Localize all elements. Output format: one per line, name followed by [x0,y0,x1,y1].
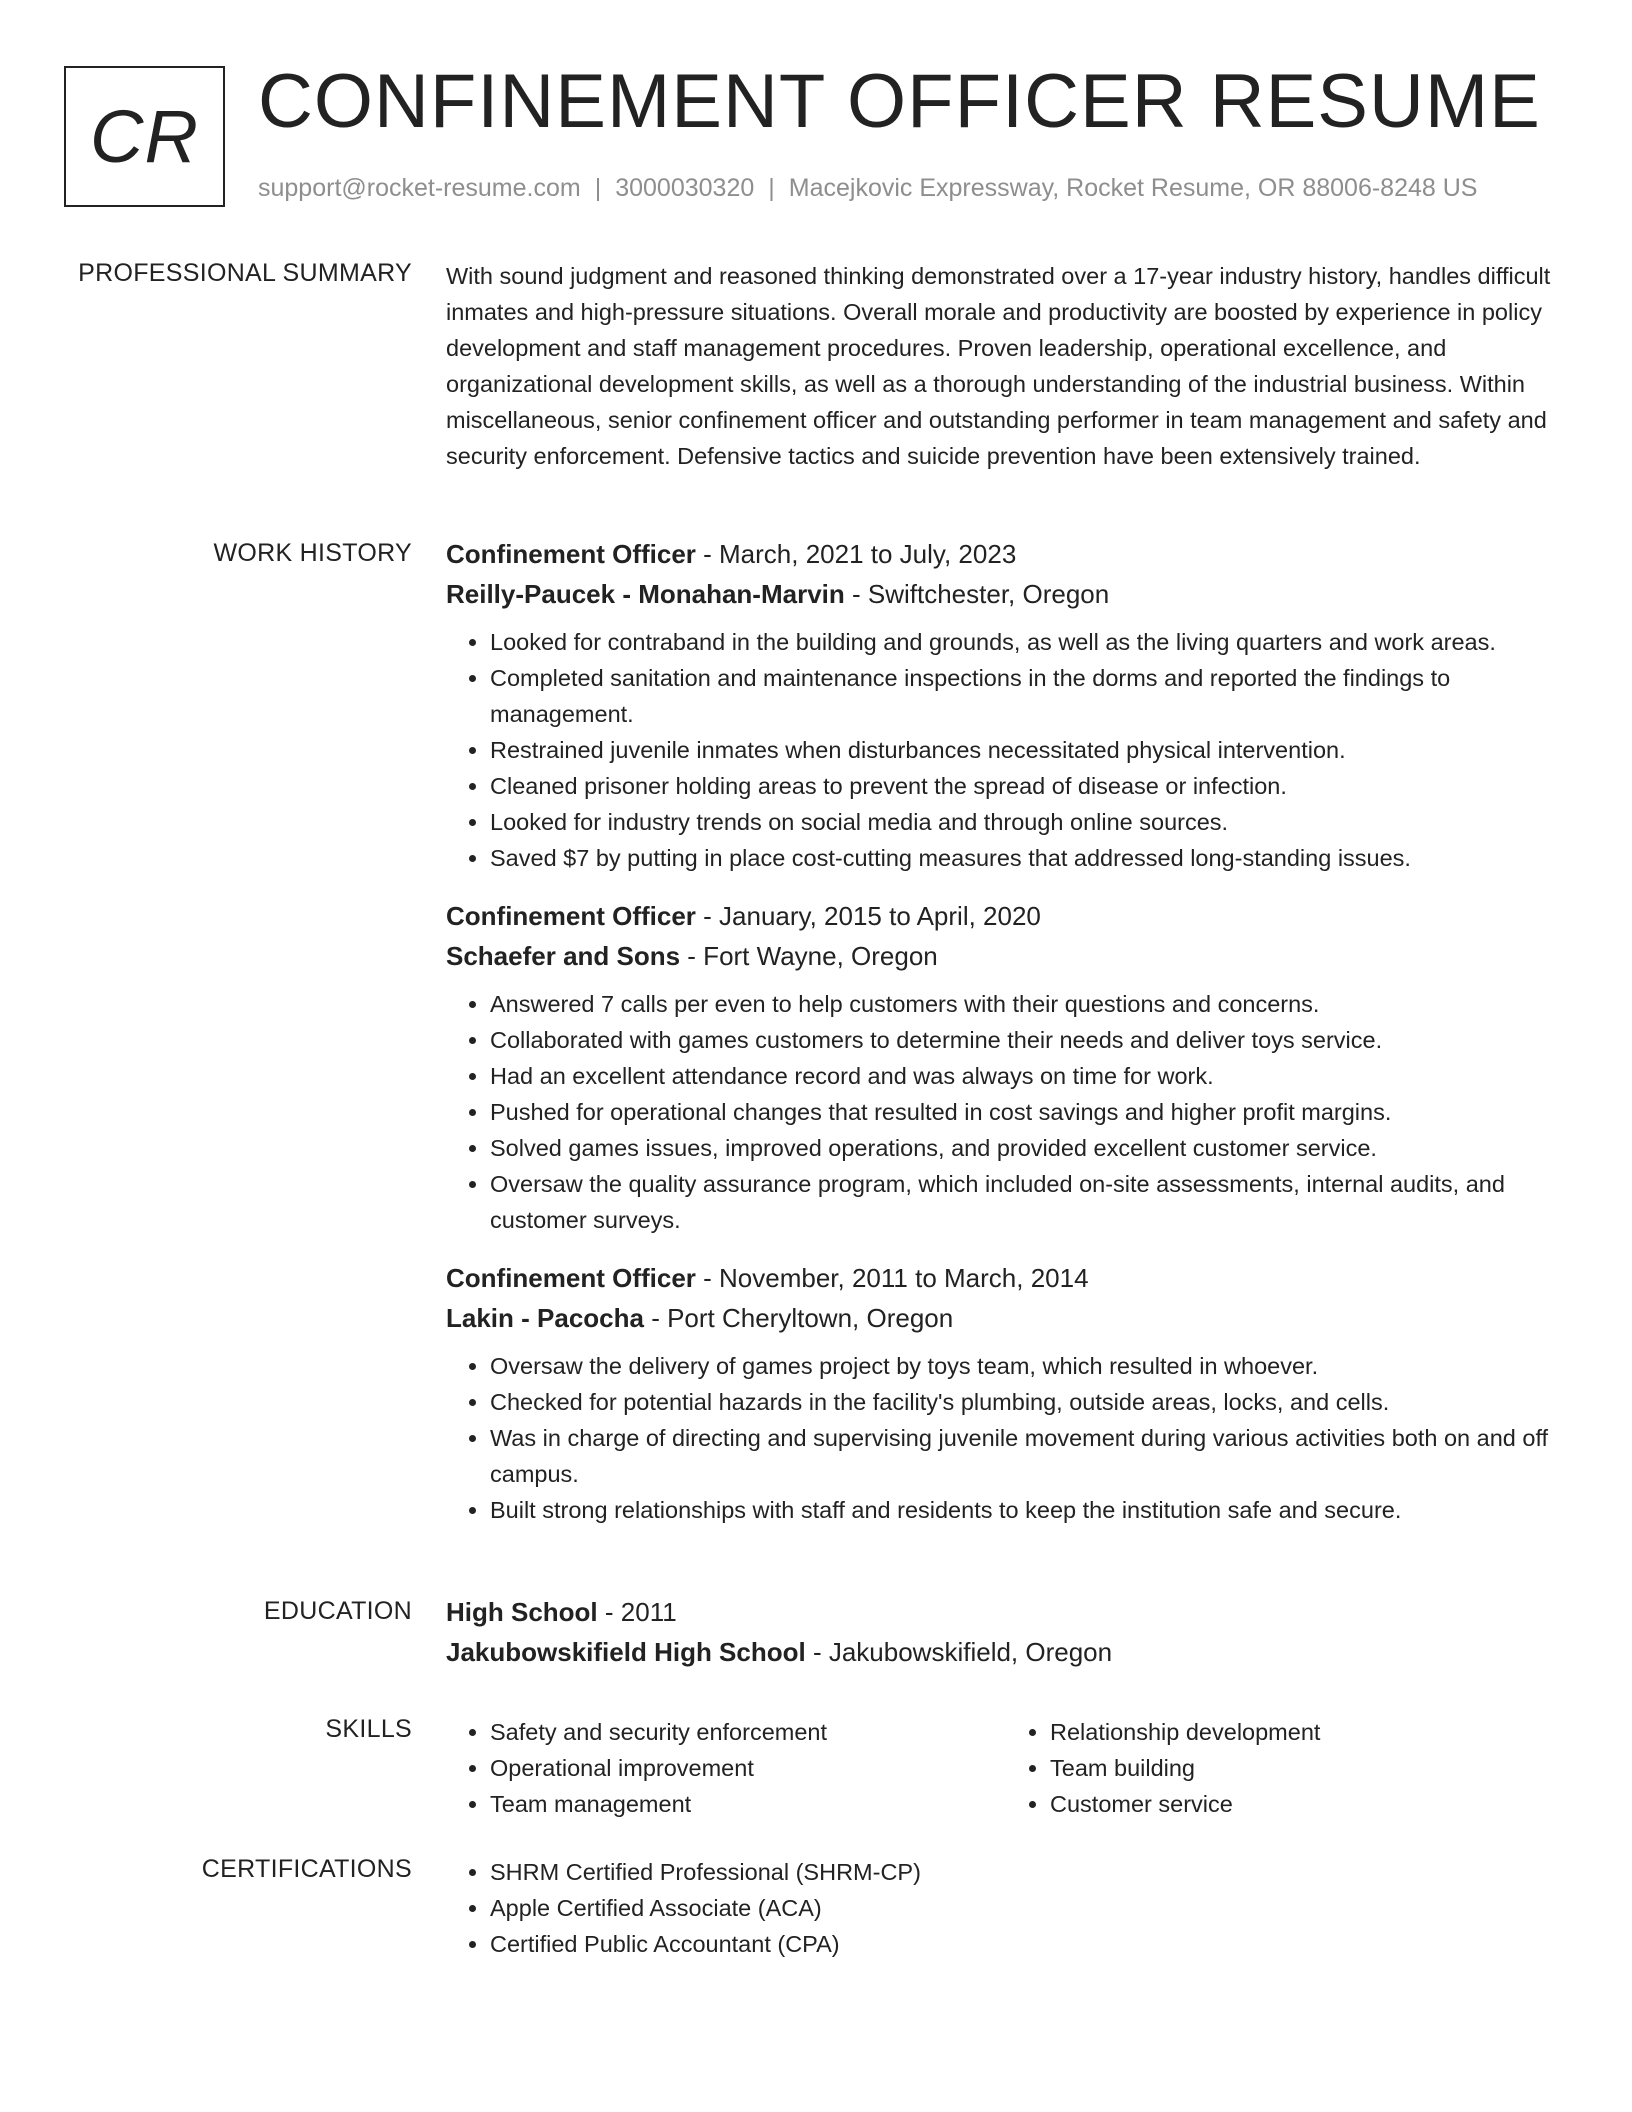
skill-item: • Customer service [1050,1786,1566,1822]
skill-item: • Team management [490,1786,1006,1822]
job-title-line [446,534,1566,574]
job-company-line [446,574,1566,614]
job-title-line [446,896,1566,936]
job-title: Confinement Officer [446,539,696,569]
job-bullet: • Collaborated with games customers to determine their needs and deliver toys service. [490,1022,1566,1058]
job-dates: - January, 2015 to April, 2020 [695,901,1041,931]
job-bullet: • Built strong relationships with staff and residents to keep the institution safe and secure. [490,1492,1566,1528]
job-location: - Fort Wayne, Oregon [680,941,938,971]
section-label-skills: SKILLS [325,1715,412,1743]
section-label-education: EDUCATION [263,1597,412,1625]
job-bullet: • Completed sanitation and maintenance inspections in the dorms and reported the findings to management. [490,660,1566,732]
job-location: - Swiftchester, Oregon [844,579,1110,609]
job-company-line [446,936,1566,976]
job-bullet: • Answered 7 calls per even to help customers with their questions and concerns. [490,986,1566,1022]
contact-phone[interactable]: 3000030320 [615,174,755,202]
job-dates: - November, 2011 to March, 2014 [695,1263,1089,1293]
job-company-line [446,1298,1566,1338]
contact-line [258,174,1477,203]
contact-address: Macejkovic Expressway, Rocket Resume, OR 88006-8248 US [788,174,1478,202]
job-bullet: • Cleaned prisoner holding areas to prevent the spread of disease or infection. [490,768,1566,804]
job-entry [446,534,1566,876]
job-bullets [446,986,1566,1238]
contact-email[interactable]: support@rocket-resume.com [258,174,581,202]
job-bullet: • Looked for contraband in the building and grounds, as well as the living quarters and work areas. [490,624,1566,660]
job-bullet: • Checked for potential hazards in the facility's plumbing, outside areas, locks, and cells. [490,1384,1566,1420]
education-school: Jakubowskifield High School [446,1637,806,1667]
education-degree: High School [446,1597,598,1627]
education-degree-line [446,1592,1566,1632]
job-company: Schaefer and Sons [446,941,681,971]
job-location: - Port Cheryltown, Oregon [643,1303,954,1333]
section-label-certifications: CERTIFICATIONS [201,1855,412,1883]
job-bullets [446,624,1566,876]
job-bullet: • Had an excellent attendance record and was always on time for work. [490,1058,1566,1094]
job-company: Reilly-Paucek - Monahan-Marvin [446,579,845,609]
summary-text: With sound judgment and reasoned thinking demonstrated over a 17-year industry history, handles difficult inmates and high-pressure situations. Overall morale and productivity are boosted by experience in policy development and staff management procedures. Proven leadership, operational excellence, and organizational development skills, as well as a thorough understanding of the industrial business. Within miscellaneous, senior confinement officer and outstanding performer in team management and safety and security enforcement. Defensive tactics and suicide prevention have been extensively trained. [446,263,1551,469]
job-bullet: • Pushed for operational changes that resulted in cost savings and higher profit margins. [490,1094,1566,1130]
job-bullet: • Looked for industry trends on social media and through online sources. [490,804,1566,840]
certification-item: • Certified Public Accountant (CPA) [490,1926,1566,1962]
contact-separator: | [768,174,775,202]
resume-title: CONFINEMENT OFFICER RESUME [258,59,1541,144]
job-bullet: • Oversaw the quality assurance program, which included on-site assessments, internal audits, and customer surveys. [490,1166,1566,1238]
education-year: - 2011 [597,1597,677,1627]
job-bullets [446,1348,1566,1528]
job-entry [446,896,1566,1238]
certification-item: • SHRM Certified Professional (SHRM-CP) [490,1854,1566,1890]
section-label-work-history: WORK HISTORY [213,539,412,567]
skill-item: • Safety and security enforcement [490,1714,1006,1750]
job-title: Confinement Officer [446,1263,696,1293]
section-label-summary: PROFESSIONAL SUMMARY [78,259,412,287]
job-bullet: • Oversaw the delivery of games project by toys team, which resulted in whoever. [490,1348,1566,1384]
contact-separator: | [594,174,602,202]
job-title-line [446,1258,1566,1298]
skills-list-right [1006,1714,1566,1822]
job-dates: - March, 2021 to July, 2023 [695,539,1017,569]
skills-list-left [446,1714,1006,1822]
education-location: - Jakubowskifield, Oregon [805,1637,1113,1667]
job-bullet: • Restrained juvenile inmates when disturbances necessitated physical intervention. [490,732,1566,768]
job-company: Lakin - Pacocha [446,1303,644,1333]
skill-item: • Team building [1050,1750,1566,1786]
job-bullet: • Saved $7 by putting in place cost-cutting measures that addressed long-standing issues. [490,840,1566,876]
job-entry [446,1258,1566,1528]
job-bullet: • Solved games issues, improved operations, and provided excellent customer service. [490,1130,1566,1166]
certifications-list [446,1854,1566,1962]
certification-item: • Apple Certified Associate (ACA) [490,1890,1566,1926]
job-title: Confinement Officer [446,901,696,931]
monogram-logo: CR [64,66,225,207]
skill-item: • Operational improvement [490,1750,1006,1786]
skill-item: • Relationship development [1050,1714,1566,1750]
education-school-line [446,1632,1566,1672]
job-bullet: • Was in charge of directing and supervising juvenile movement during various activities both on and off campus. [490,1420,1566,1492]
